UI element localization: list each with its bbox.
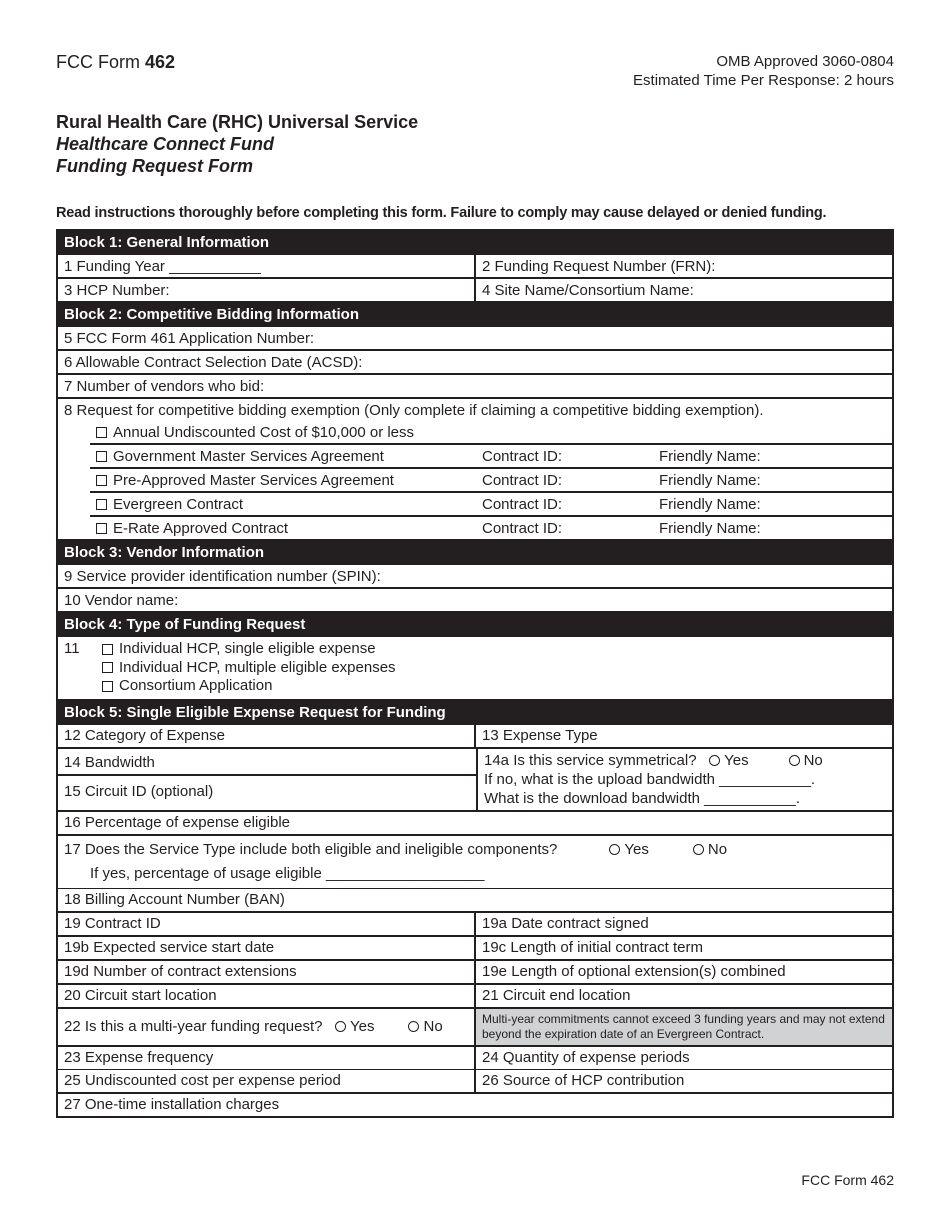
- field-contract-id[interactable]: 19 Contract ID: [58, 913, 476, 935]
- exemption-annual[interactable]: Annual Undiscounted Cost of $10,000 or less: [90, 421, 892, 443]
- instructions: Read instructions thoroughly before completing this form. Failure to comply may cause delayed or denied funding.: [56, 205, 827, 221]
- contract-id-field[interactable]: Contract ID:: [482, 471, 563, 489]
- field-multi-year: 22 Is this a multi-year funding request? Yes No: [58, 1009, 476, 1045]
- option-consortium[interactable]: Consortium Application: [102, 677, 396, 696]
- friendly-name-field[interactable]: Friendly Name:: [659, 495, 761, 513]
- radio-icon[interactable]: [335, 1021, 346, 1032]
- field-site-name[interactable]: 4 Site Name/Consortium Name:: [482, 281, 694, 299]
- field-usage-eligible[interactable]: If yes, percentage of usage eligible ___________________: [90, 864, 485, 882]
- field-funding-year[interactable]: 1 Funding Year ___________: [58, 255, 476, 277]
- field-contract-term[interactable]: 19c Length of initial contract term: [482, 939, 703, 956]
- friendly-name-field[interactable]: Friendly Name:: [659, 519, 761, 537]
- contract-id-field[interactable]: Contract ID:: [482, 495, 563, 513]
- field-start-date[interactable]: 19b Expected service start date: [58, 937, 476, 959]
- radio-icon[interactable]: [709, 755, 720, 766]
- field-category[interactable]: 12 Category of Expense: [58, 725, 476, 747]
- block2-header: Block 2: Competitive Bidding Information: [58, 301, 892, 327]
- block1-header: Block 1: General Information: [58, 231, 892, 255]
- field-circuit-end[interactable]: 21 Circuit end location: [482, 987, 631, 1004]
- field-undiscounted-cost[interactable]: 25 Undiscounted cost per expense period: [58, 1070, 476, 1092]
- checkbox-icon[interactable]: [102, 681, 113, 692]
- footer-form-id: FCC Form 462: [801, 1172, 894, 1188]
- form-subtitle-request: Funding Request Form: [56, 156, 253, 176]
- checkbox-icon[interactable]: [96, 427, 107, 438]
- checkbox-icon[interactable]: [96, 451, 107, 462]
- friendly-name-field[interactable]: Friendly Name:: [659, 471, 761, 489]
- form-table: [56, 229, 894, 1118]
- field-percent-eligible[interactable]: 16 Percentage of expense eligible: [64, 814, 290, 831]
- field-number: 11: [64, 640, 80, 657]
- option-multiple-expenses[interactable]: Individual HCP, multiple eligible expenses: [102, 659, 396, 678]
- omb-number: OMB Approved 3060-0804: [716, 53, 894, 70]
- contract-id-field[interactable]: Contract ID:: [482, 519, 563, 537]
- checkbox-icon[interactable]: [102, 662, 113, 673]
- field-hcp-number[interactable]: 3 HCP Number:: [58, 279, 476, 301]
- estimated-time: Estimated Time Per Response: 2 hours: [633, 72, 894, 89]
- field-circuit-start[interactable]: 20 Circuit start location: [58, 985, 476, 1007]
- field-vendor-name[interactable]: 10 Vendor name:: [64, 591, 179, 609]
- field-hcp-contribution[interactable]: 26 Source of HCP contribution: [482, 1072, 685, 1089]
- field-exemption-label: 8 Request for competitive bidding exemption (Only complete if claiming a competitive bidding exemption).: [64, 401, 764, 419]
- field-download-bandwidth[interactable]: What is the download bandwidth ___________.: [484, 789, 801, 807]
- checkbox-icon[interactable]: [102, 644, 113, 655]
- contract-id-field[interactable]: Contract ID:: [482, 447, 563, 465]
- checkbox-icon[interactable]: [96, 475, 107, 486]
- multi-year-note: Multi-year commitments cannot exceed 3 funding years and may not extend beyond the expiration date of an Evergreen Contract.: [476, 1009, 892, 1045]
- field-symmetrical: 14a Is this service symmetrical? Yes No: [484, 751, 823, 769]
- exemption-evergreen[interactable]: Evergreen Contract Contract ID: Friendly Name:: [90, 491, 892, 515]
- field-expense-type[interactable]: 13 Expense Type: [482, 727, 598, 744]
- field-date-signed[interactable]: 19a Date contract signed: [482, 915, 649, 932]
- block4-header: Block 4: Type of Funding Request: [58, 611, 892, 637]
- radio-icon[interactable]: [789, 755, 800, 766]
- field-upload-bandwidth[interactable]: If no, what is the upload bandwidth ___________.: [484, 770, 816, 788]
- field-vendors-bid[interactable]: 7 Number of vendors who bid:: [64, 377, 265, 395]
- exemption-gmsa[interactable]: Government Master Services Agreement Contract ID: Friendly Name:: [90, 443, 892, 467]
- exemption-erate[interactable]: E-Rate Approved Contract Contract ID: Friendly Name:: [90, 515, 892, 539]
- field-spin[interactable]: 9 Service provider identification number (SPIN):: [64, 567, 381, 585]
- form-titles: [56, 111, 418, 177]
- field-expense-frequency[interactable]: 23 Expense frequency: [58, 1047, 476, 1069]
- block5-header: Block 5: Single Eligible Expense Request for Funding: [58, 699, 892, 725]
- exemption-pmsa[interactable]: Pre-Approved Master Services Agreement Contract ID: Friendly Name:: [90, 467, 892, 491]
- option-single-expense[interactable]: Individual HCP, single eligible expense: [102, 640, 396, 659]
- checkbox-icon[interactable]: [96, 499, 107, 510]
- field-extension-length[interactable]: 19e Length of optional extension(s) combined: [482, 963, 786, 980]
- checkbox-icon[interactable]: [96, 523, 107, 534]
- omb-info: [633, 52, 894, 90]
- form-subtitle-fund: Healthcare Connect Fund: [56, 134, 275, 154]
- form-label: FCC Form: [56, 52, 140, 72]
- field-frn[interactable]: 2 Funding Request Number (FRN):: [482, 257, 716, 275]
- block3-header: Block 3: Vendor Information: [58, 539, 892, 565]
- field-installation-charges[interactable]: 27 One-time installation charges: [64, 1096, 280, 1113]
- radio-icon[interactable]: [693, 844, 704, 855]
- field-expense-periods[interactable]: 24 Quantity of expense periods: [482, 1049, 690, 1066]
- friendly-name-field[interactable]: Friendly Name:: [659, 447, 761, 465]
- form-title: Rural Health Care (RHC) Universal Service: [56, 112, 419, 132]
- field-acsd[interactable]: 6 Allowable Contract Selection Date (ACSD):: [64, 353, 363, 371]
- field-ban[interactable]: 18 Billing Account Number (BAN): [64, 891, 285, 908]
- field-circuit-id[interactable]: 15 Circuit ID (optional): [64, 783, 214, 800]
- form-id: [56, 52, 175, 73]
- field-extensions[interactable]: 19d Number of contract extensions: [58, 961, 476, 983]
- field-components: 17 Does the Service Type include both eligible and ineligible components? Yes No: [64, 840, 728, 858]
- field-bandwidth[interactable]: 14 Bandwidth: [58, 751, 476, 776]
- field-461-number[interactable]: 5 FCC Form 461 Application Number:: [64, 329, 315, 347]
- radio-icon[interactable]: [609, 844, 620, 855]
- form-number: 462: [145, 52, 176, 72]
- radio-icon[interactable]: [408, 1021, 419, 1032]
